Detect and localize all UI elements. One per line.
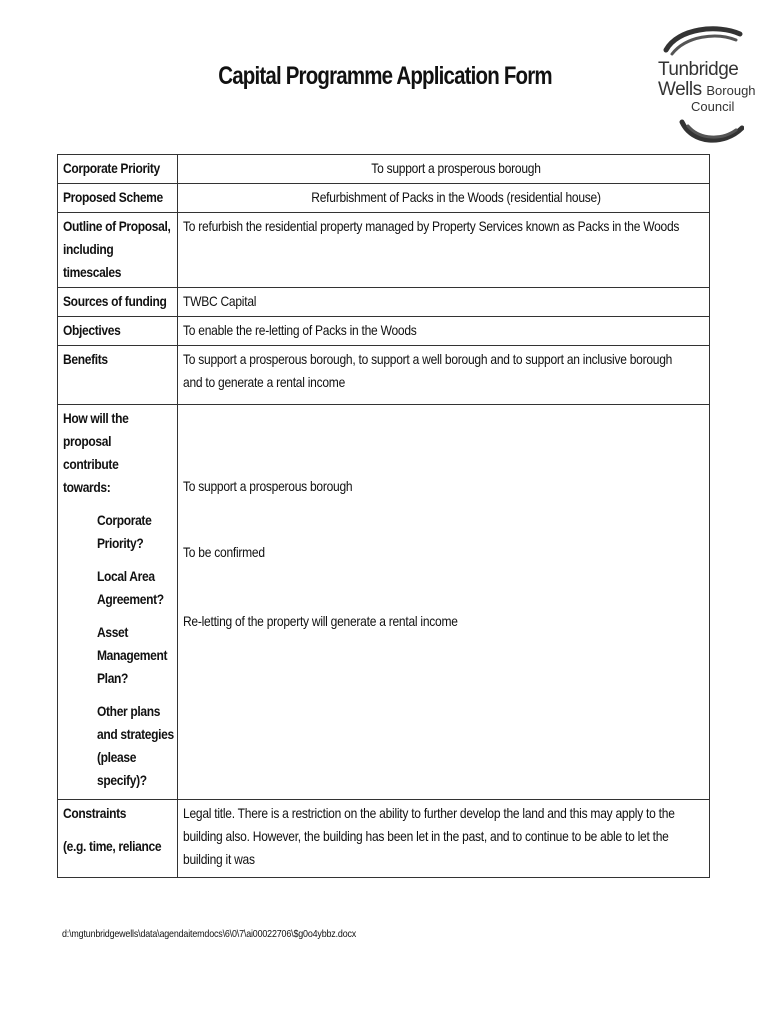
table-row bbox=[58, 155, 710, 184]
table-row bbox=[58, 405, 710, 800]
logo-line-wells: Wells Borough bbox=[658, 79, 756, 100]
contribution-label: How will the proposal contribute towards: Corporate Priority? Local Area Agreement? Asset Management Plan? Other plans and strategies (please specify)? bbox=[58, 405, 178, 800]
table-row bbox=[58, 184, 710, 213]
corporate-priority-label: Corporate Priority bbox=[58, 155, 178, 184]
sources-label: Sources of funding bbox=[58, 288, 178, 317]
sub-question-local-area-agreement: Local Area Agreement? bbox=[97, 568, 164, 607]
proposed-scheme-value: Refurbishment of Packs in the Woods (residential house) bbox=[178, 184, 710, 213]
benefits-label: Benefits bbox=[58, 346, 178, 405]
outline-value: To refurbish the residential property managed by Property Services known as Packs in the Woods bbox=[178, 213, 710, 288]
sources-value: TWBC Capital bbox=[178, 288, 710, 317]
benefits-value: To support a prosperous borough, to support a well borough and to support an inclusive borough and to generate a rental income bbox=[178, 346, 710, 405]
sub-question-other-plans: Other plans and strategies (please specify)? bbox=[97, 703, 174, 788]
objectives-label: Objectives bbox=[58, 317, 178, 346]
contribution-value bbox=[178, 405, 710, 800]
constraints-value: Legal title. There is a restriction on the ability to further develop the land and this may apply to the building also. However, the building has been let in the past, and to continue to be able to let the building it was bbox=[178, 800, 710, 878]
proposed-scheme-label: Proposed Scheme bbox=[58, 184, 178, 213]
answer-asset-management-plan: Re-letting of the property will generate a rental income bbox=[183, 613, 458, 629]
objectives-value: To enable the re-letting of Packs in the Woods bbox=[178, 317, 710, 346]
table-row bbox=[58, 346, 710, 405]
page-title: Capital Programme Application Form bbox=[218, 62, 552, 90]
outline-label: Outline of Proposal, including timescales bbox=[58, 213, 178, 288]
file-path-footer: d:\mgtunbridgewells\data\agendaitemdocs\6\0\7\ai00022706\$g0o4ybbz.docx bbox=[62, 928, 357, 940]
corporate-priority-value: To support a prosperous borough bbox=[178, 155, 710, 184]
logo-line-council: Council bbox=[691, 99, 735, 114]
logo-line-tunbridge: Tunbridge bbox=[658, 59, 739, 80]
sub-question-corporate-priority: Corporate Priority? bbox=[97, 512, 152, 551]
answer-corporate-priority: To support a prosperous borough bbox=[183, 478, 353, 494]
sub-question-asset-management-plan: Asset Management Plan? bbox=[97, 624, 168, 686]
application-form-table bbox=[57, 154, 710, 878]
council-logo bbox=[648, 22, 756, 146]
table-row bbox=[58, 288, 710, 317]
constraints-label: Constraints (e.g. time, reliance bbox=[58, 800, 178, 878]
table-row bbox=[58, 800, 710, 878]
answer-local-area-agreement: To be confirmed bbox=[183, 544, 265, 560]
table-row bbox=[58, 213, 710, 288]
table-row bbox=[58, 317, 710, 346]
